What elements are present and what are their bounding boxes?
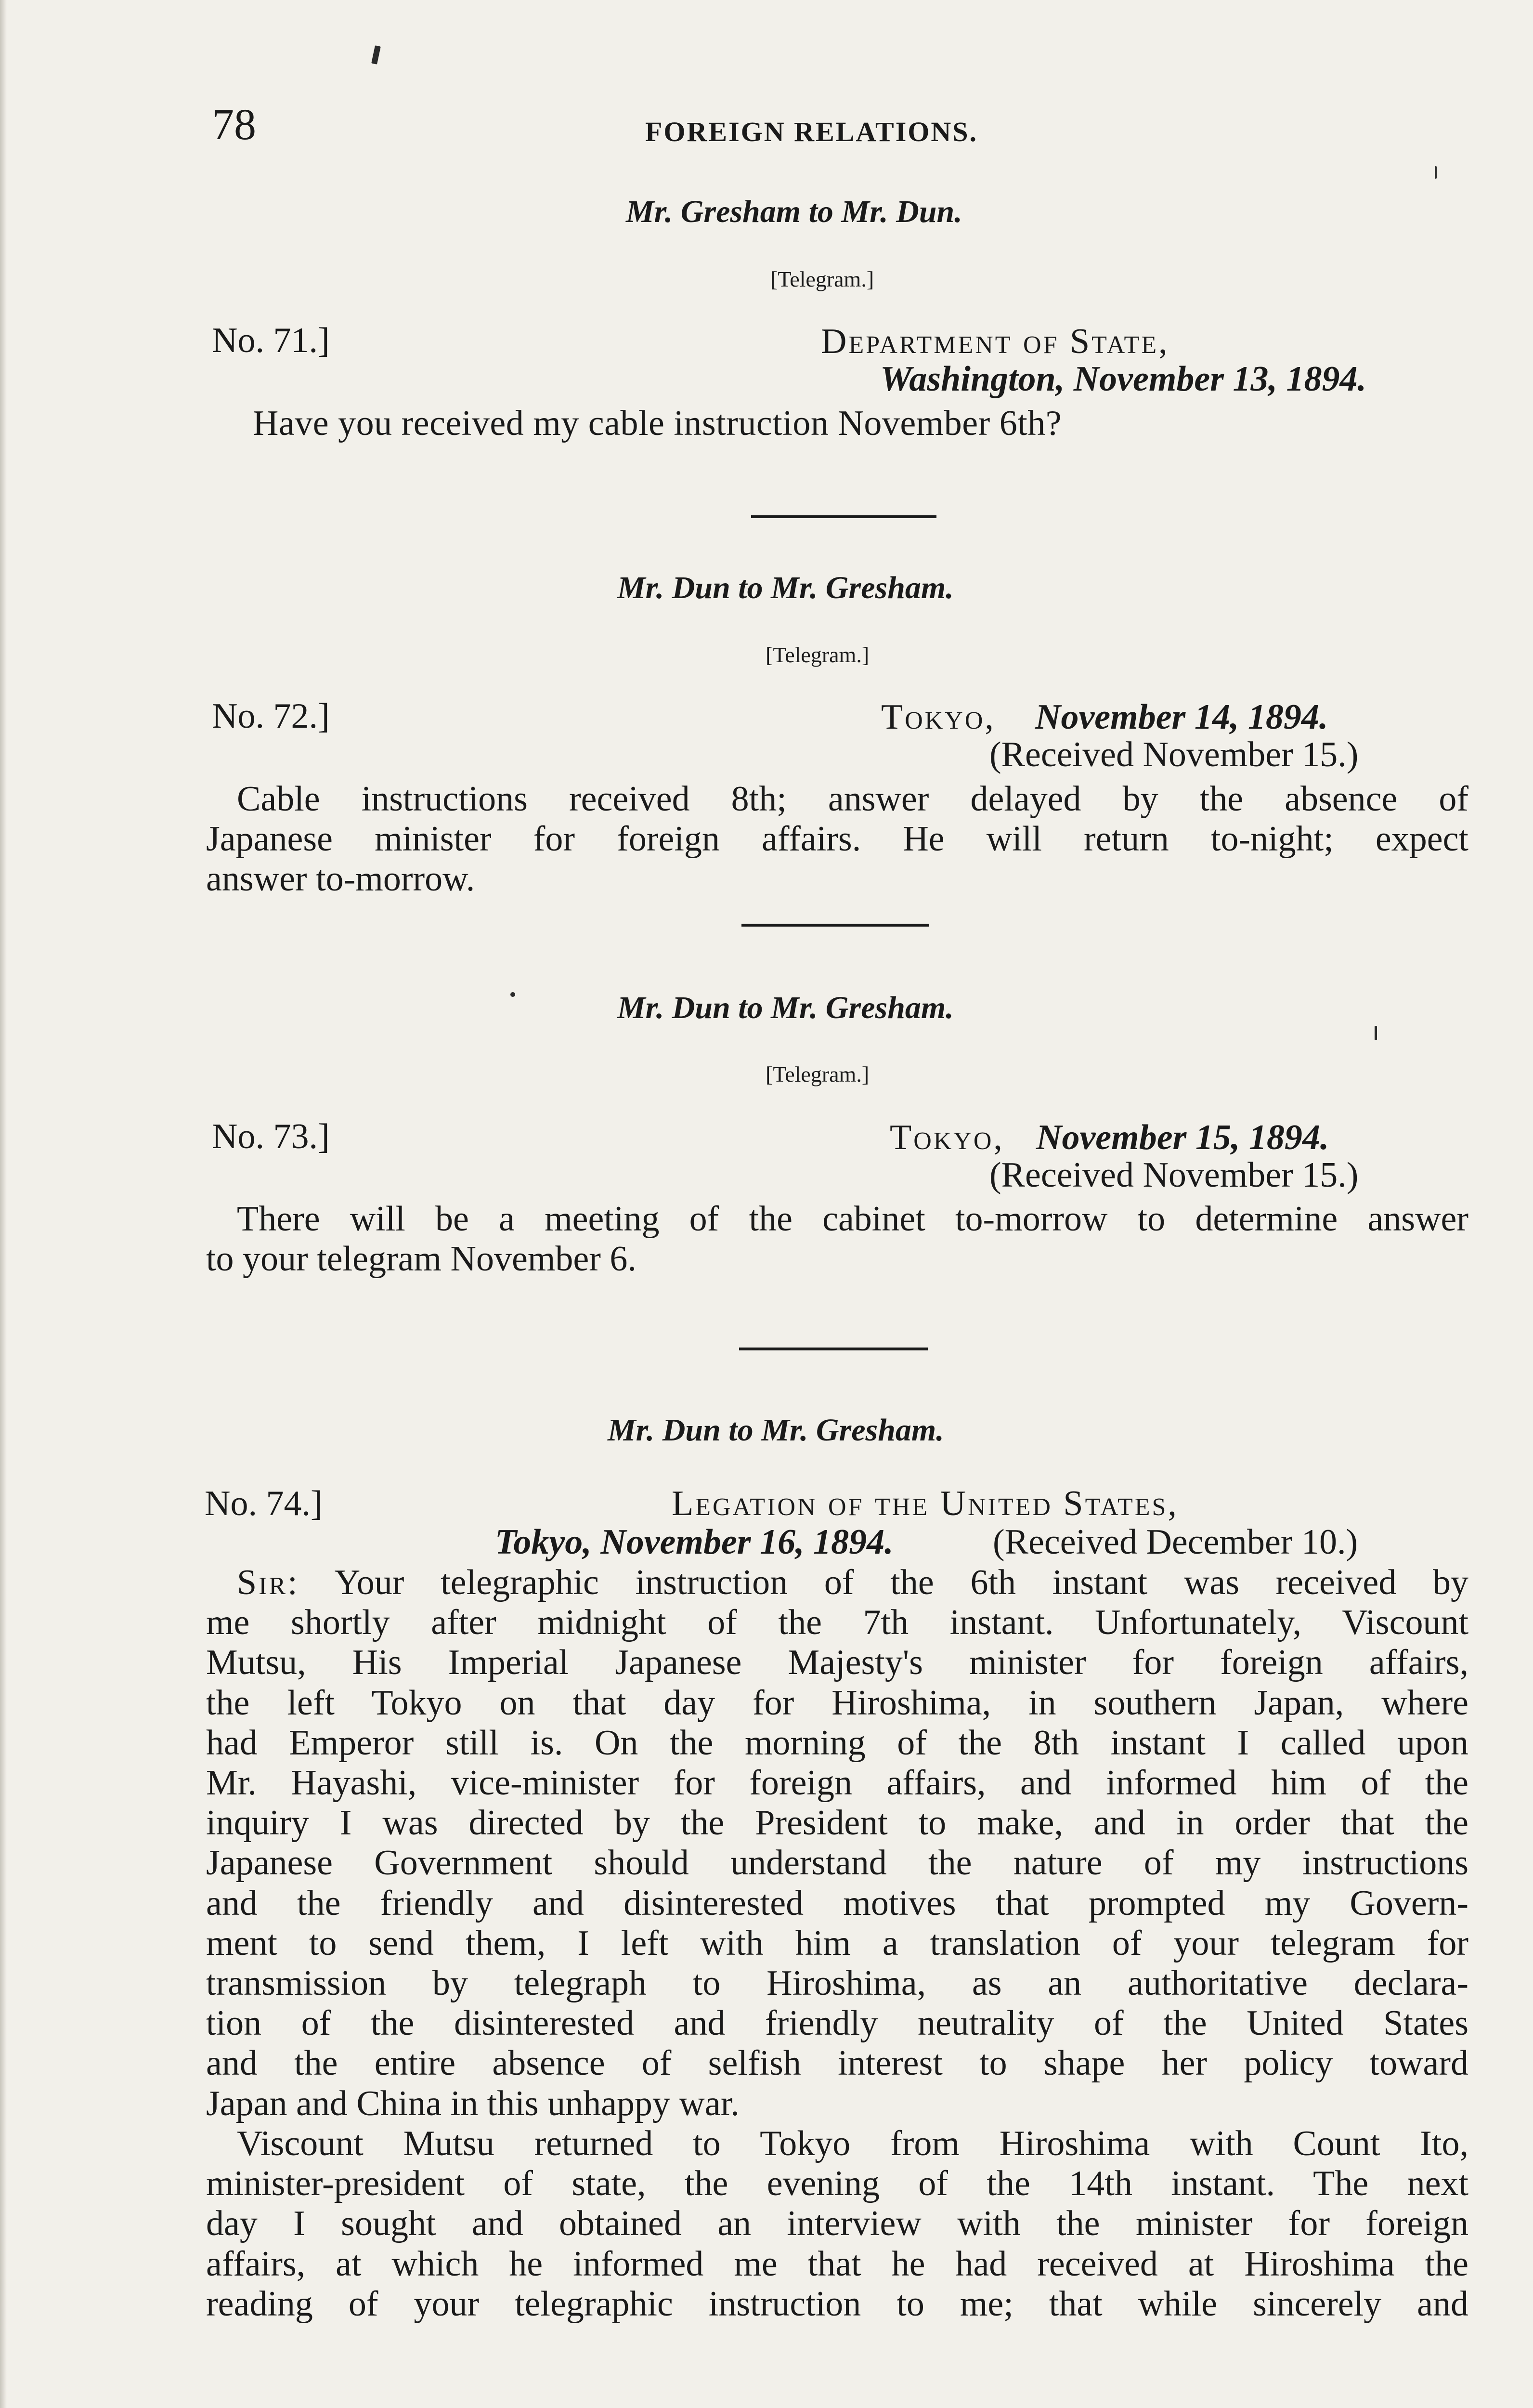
doc73-number: No. 73.] xyxy=(212,1117,330,1156)
body-line: and the friendly and disinterested motives that prompted my Govern- xyxy=(206,1883,1468,1923)
doc72-number: No. 72.] xyxy=(212,696,330,736)
body-line: Japan and China in this unhappy war. xyxy=(206,2083,740,2123)
body-line: Japanese minister for foreign affairs. He will return to-night; expect xyxy=(206,819,1468,859)
doc73-place: Tokyo, xyxy=(890,1118,1004,1157)
doc73-telegram-label: [Telegram.] xyxy=(766,1062,870,1086)
doc74-received: (Received December 10.) xyxy=(993,1522,1358,1562)
body-line: Mr. Hayashi, vice-minister for foreign affairs, and informed him of the xyxy=(206,1763,1468,1803)
doc74-place: Legation of the United States, xyxy=(672,1484,1179,1523)
body-line: transmission by telegraph to Hiroshima, as an authoritative declara- xyxy=(206,1963,1468,2003)
body-line: the left Tokyo on that day for Hiroshima, in southern Japan, where xyxy=(206,1683,1468,1723)
body-line: day I sought and obtained an interview with the minister for foreign xyxy=(206,2204,1468,2244)
doc74-date: Tokyo, November 16, 1894. xyxy=(495,1522,894,1562)
doc74-heading: Mr. Dun to Mr. Gresham. xyxy=(608,1413,944,1448)
doc73-body xyxy=(206,1199,1468,1279)
body-line: minister-president of state, the evening of the 14th instant. The next xyxy=(206,2164,1468,2204)
doc71-heading: Mr. Gresham to Mr. Dun. xyxy=(626,194,962,229)
body-line: tion of the disinterested and friendly neutrality of the United States xyxy=(206,2003,1468,2043)
body-line: had Emperor still is. On the morning of the 8th instant I called upon xyxy=(206,1723,1468,1763)
doc72-received: (Received November 15.) xyxy=(989,735,1359,774)
body-line: Japanese Government should understand the nature of my instructions xyxy=(206,1843,1468,1883)
scan-speck xyxy=(371,45,381,65)
doc73-date: November 15, 1894. xyxy=(1036,1118,1329,1157)
section-divider xyxy=(751,515,936,518)
doc74-para-1 xyxy=(206,1563,1468,2124)
doc72-telegram-label: [Telegram.] xyxy=(766,642,870,667)
body-line: answer to-morrow. xyxy=(206,859,475,899)
doc72-place: Tokyo, xyxy=(881,697,996,737)
body-line: inquiry I was directed by the President to make, and in order that the xyxy=(206,1803,1468,1843)
doc73-heading: Mr. Dun to Mr. Gresham. xyxy=(617,990,954,1025)
running-head: FOREIGN RELATIONS. xyxy=(645,116,978,147)
body-line: to your telegram November 6. xyxy=(206,1239,637,1279)
doc71-number: No. 71.] xyxy=(212,321,330,360)
page-edge-shadow xyxy=(0,0,7,2408)
scan-speck xyxy=(1375,1026,1377,1040)
scan-speck xyxy=(1435,166,1437,179)
body-line: Viscount Mutsu returned to Tokyo from Hiroshima with Count Ito, xyxy=(237,2124,1468,2163)
doc74-para-2 xyxy=(206,2124,1468,2324)
doc74-number: No. 74.] xyxy=(205,1484,323,1523)
salutation: Sir: xyxy=(237,1563,299,1602)
doc72-date: November 14, 1894. xyxy=(1035,697,1328,737)
doc72-body xyxy=(206,779,1468,900)
doc72-heading: Mr. Dun to Mr. Gresham. xyxy=(617,570,954,605)
body-line: and the entire absence of selfish interest to shape her policy toward xyxy=(206,2043,1468,2083)
body-line: ment to send them, I left with him a translation of your telegram for xyxy=(206,1923,1468,1963)
doc71-telegram-label: [Telegram.] xyxy=(770,267,874,291)
doc71-body: Have you received my cable instruction November 6th? xyxy=(253,404,1062,443)
section-divider xyxy=(739,1348,928,1350)
body-line: reading of your telegraphic instruction to me; that while sincerely and xyxy=(206,2284,1468,2324)
doc71-place: Department of State, xyxy=(821,322,1169,361)
body-line: me shortly after midnight of the 7th instant. Unfortunately, Viscount xyxy=(206,1603,1468,1643)
doc73-received: (Received November 15.) xyxy=(989,1155,1359,1195)
body-line: Your telegraphic instruction of the 6th instant was received by xyxy=(334,1563,1468,1602)
section-divider xyxy=(741,924,929,927)
scan-speck xyxy=(510,992,515,997)
body-line: Mutsu, His Imperial Japanese Majesty's minister for foreign affairs, xyxy=(206,1643,1468,1683)
body-line: Cable instructions received 8th; answer delayed by the absence of xyxy=(237,779,1468,819)
doc71-date: Washington, November 13, 1894. xyxy=(880,359,1367,399)
body-line: affairs, at which he informed me that he had received at Hiroshima the xyxy=(206,2244,1468,2284)
body-line: There will be a meeting of the cabinet to-morrow to determine answer xyxy=(237,1199,1468,1239)
page-number: 78 xyxy=(212,100,256,149)
